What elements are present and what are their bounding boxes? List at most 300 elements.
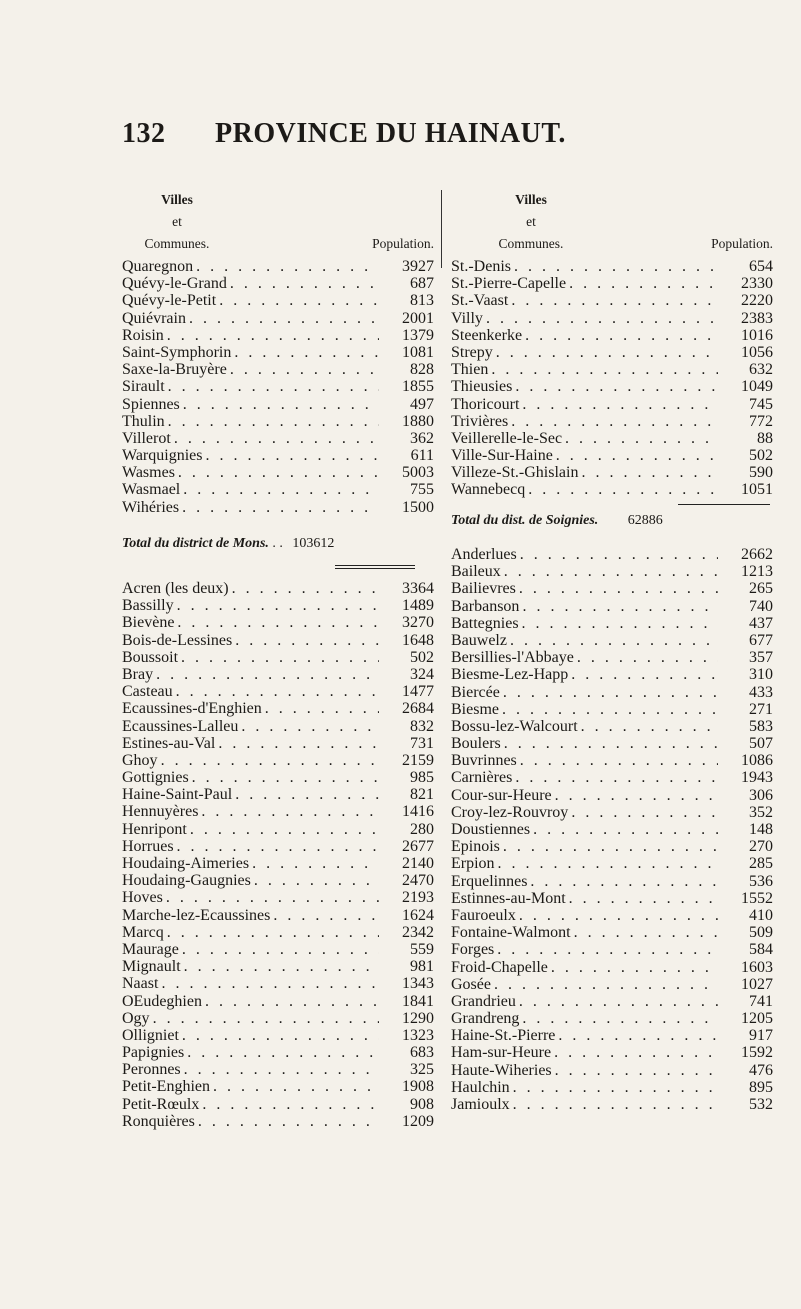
- leader-dots: [230, 361, 379, 378]
- commune-name: Saxe-la-Bruyère: [122, 361, 227, 379]
- commune-name: Trivières: [451, 412, 509, 430]
- population-value: 2684: [402, 700, 434, 718]
- commune-name: Fontaine-Walmont: [451, 924, 571, 942]
- population-value: 1016: [741, 326, 773, 344]
- leader-dots: [504, 735, 718, 752]
- leader-dots: [525, 327, 718, 344]
- commune-name: Bauwelz: [451, 631, 507, 649]
- leader-dots: [554, 1044, 718, 1061]
- leader-dots: [168, 378, 379, 395]
- list-item: [122, 580, 434, 597]
- list-item: [122, 1096, 434, 1113]
- population-value: 280: [410, 820, 434, 838]
- leader-dots: [515, 769, 718, 786]
- commune-name: Battegnies: [451, 614, 519, 632]
- leader-dots: [515, 378, 718, 395]
- commune-name: Biesme-Lez-Happ: [451, 666, 569, 684]
- list-item: [451, 413, 773, 430]
- population-value: 362: [410, 429, 434, 447]
- commune-name: Haine-Saint-Paul: [122, 786, 233, 804]
- leader-dots: [181, 649, 379, 666]
- header-communes: Communes.: [144, 236, 210, 251]
- commune-name: Boulers: [451, 735, 501, 753]
- commune-name: Bassilly: [122, 597, 174, 615]
- commune-name: Erquelinnes: [451, 872, 528, 890]
- list-item: [122, 838, 434, 855]
- commune-name: Acren (les deux): [122, 580, 229, 597]
- list-item: [451, 684, 773, 701]
- commune-name: Naast: [122, 975, 159, 993]
- population-value: 5003: [402, 464, 434, 482]
- commune-name: Ham-sur-Heure: [451, 1044, 552, 1062]
- leader-dots: [184, 958, 379, 975]
- population-value: 611: [410, 447, 434, 465]
- leader-dots: [184, 1061, 379, 1078]
- leader-dots: [522, 1010, 718, 1027]
- list-item: [122, 1078, 434, 1095]
- population-value: 1416: [402, 803, 434, 821]
- list-item: [122, 993, 434, 1010]
- leader-dots: [235, 786, 379, 803]
- list-item: [451, 855, 773, 872]
- population-value: 270: [749, 838, 773, 856]
- list-item: [451, 632, 773, 649]
- list-item: [122, 344, 434, 361]
- population-value: 1880: [402, 412, 434, 430]
- leader-dots: [201, 803, 379, 820]
- commune-name: Papignies: [122, 1044, 185, 1062]
- population-value: 1205: [741, 1010, 773, 1028]
- leader-dots: [577, 649, 718, 666]
- population-value: 985: [410, 769, 434, 787]
- population-value: 2220: [741, 292, 773, 310]
- list-item: [451, 993, 773, 1010]
- leader-dots: [556, 447, 718, 464]
- left-total: Total du district de Mons. . . 103612: [122, 536, 335, 551]
- list-item: [122, 464, 434, 481]
- list-item: [451, 821, 773, 838]
- commune-name: Marche-lez-Ecaussines: [122, 906, 271, 924]
- leader-dots: [241, 718, 379, 735]
- commune-name: Strepy: [451, 343, 493, 361]
- population-value: 584: [749, 941, 773, 959]
- list-item: [122, 924, 434, 941]
- leader-dots: [190, 821, 379, 838]
- population-value: 654: [749, 258, 773, 275]
- leader-dots: [192, 769, 379, 786]
- leader-dots: [555, 787, 718, 804]
- population-value: 271: [749, 700, 773, 718]
- right-list-soignies: [451, 258, 773, 499]
- list-item: [451, 701, 773, 718]
- commune-name: Ecaussines-Lalleu: [122, 717, 239, 735]
- leader-dots: [511, 413, 718, 430]
- population-value: 1943: [741, 769, 773, 787]
- leader-dots: [520, 546, 718, 563]
- leader-dots: [202, 1096, 379, 1113]
- commune-name: Quaregnon: [122, 258, 194, 275]
- population-value: 1489: [402, 597, 434, 615]
- list-item: [122, 718, 434, 735]
- right-total: [451, 513, 663, 529]
- population-value: 1500: [402, 498, 434, 516]
- population-value: 265: [749, 580, 773, 598]
- leader-dots: [182, 1027, 379, 1044]
- commune-name: Olligniet: [122, 1026, 179, 1044]
- list-item: [451, 976, 773, 993]
- population-value: 1624: [402, 906, 434, 924]
- population-value: 507: [749, 735, 773, 753]
- population-value: 590: [749, 464, 773, 482]
- commune-name: Wihéries: [122, 498, 180, 516]
- commune-name: Fauroeulx: [451, 906, 516, 924]
- leader-dots: [498, 855, 718, 872]
- leader-dots: [528, 481, 718, 498]
- commune-name: Gosée: [451, 975, 491, 993]
- leader-dots: [183, 481, 379, 498]
- list-item: [122, 700, 434, 717]
- population-value: 1086: [741, 752, 773, 770]
- left-total-value: 103612: [292, 536, 335, 551]
- right-sum-rule: [678, 504, 770, 505]
- list-item: [122, 975, 434, 992]
- commune-name: Grandreng: [451, 1010, 520, 1028]
- commune-name: Boussoit: [122, 648, 179, 666]
- list-item: [122, 666, 434, 683]
- population-value: 2677: [402, 837, 434, 855]
- list-item: [122, 275, 434, 292]
- list-item: [451, 361, 773, 378]
- commune-name: Thoricourt: [451, 395, 520, 413]
- list-item: [451, 327, 773, 344]
- commune-name: Haute-Wiheries: [451, 1061, 552, 1079]
- leader-dots: [519, 580, 718, 597]
- list-item: [451, 718, 773, 735]
- list-item: [122, 310, 434, 327]
- list-item: [122, 958, 434, 975]
- population-value: 325: [410, 1061, 434, 1079]
- commune-name: Carnières: [451, 769, 513, 787]
- population-value: 1379: [402, 326, 434, 344]
- leader-dots: [503, 838, 718, 855]
- header-et: et: [526, 214, 536, 229]
- commune-name: Froid-Chapelle: [451, 958, 548, 976]
- list-item: [122, 1113, 434, 1130]
- population-value: 917: [749, 1027, 773, 1045]
- leader-dots: [161, 752, 379, 769]
- leader-dots: [205, 993, 379, 1010]
- leader-dots: [569, 890, 718, 907]
- population-value: 324: [410, 665, 434, 683]
- population-value: 352: [749, 803, 773, 821]
- list-item: [122, 430, 434, 447]
- list-item: [122, 752, 434, 769]
- population-value: 437: [749, 614, 773, 632]
- commune-name: St.-Pierre-Capelle: [451, 275, 567, 293]
- commune-name: Bersillies-l'Abbaye: [451, 649, 574, 667]
- page-title: PROVINCE DU HAINAUT.: [215, 118, 566, 149]
- list-item: [451, 580, 773, 597]
- commune-name: Quévy-le-Grand: [122, 275, 227, 293]
- left-list-soignies: [122, 580, 434, 1130]
- population-value: 755: [410, 481, 434, 499]
- list-item: [451, 447, 773, 464]
- list-item: [451, 378, 773, 395]
- leader-dots: [174, 430, 379, 447]
- list-item: [451, 959, 773, 976]
- commune-name: Ronquières: [122, 1112, 195, 1130]
- leader-dots: [177, 597, 379, 614]
- population-value: 2662: [741, 546, 773, 563]
- population-value: 536: [749, 872, 773, 890]
- population-value: 502: [749, 447, 773, 465]
- leader-dots: [161, 975, 379, 992]
- list-item: [122, 597, 434, 614]
- leader-dots: [167, 327, 379, 344]
- leader-dots: [522, 615, 718, 632]
- commune-name: Bray: [122, 665, 154, 683]
- commune-name: Forges: [451, 941, 495, 959]
- population-value: 1290: [402, 1009, 434, 1027]
- leader-dots: [167, 924, 379, 941]
- commune-name: Haine-St.-Pierre: [451, 1027, 556, 1045]
- population-value: 1908: [402, 1078, 434, 1096]
- population-value: 677: [749, 631, 773, 649]
- leader-dots: [230, 275, 379, 292]
- commune-name: Hoves: [122, 889, 163, 907]
- population-value: 683: [410, 1044, 434, 1062]
- leader-dots: [176, 683, 379, 700]
- commune-name: Ville-Sur-Haine: [451, 447, 553, 465]
- commune-name: Peronnes: [122, 1061, 181, 1079]
- list-item: [122, 1027, 434, 1044]
- population-value: 2193: [402, 889, 434, 907]
- list-item: [122, 1044, 434, 1061]
- leader-dots: [581, 464, 718, 481]
- commune-name: Wasmes: [122, 464, 175, 482]
- list-item: [122, 941, 434, 958]
- leader-dots: [533, 821, 718, 838]
- population-value: 3270: [402, 614, 434, 632]
- list-item: [451, 396, 773, 413]
- population-value: 306: [749, 786, 773, 804]
- population-value: 88: [757, 429, 773, 447]
- list-item: [122, 821, 434, 838]
- leader-dots: [504, 563, 718, 580]
- list-item: [451, 258, 773, 275]
- population-value: 1323: [402, 1026, 434, 1044]
- page-number: 132: [122, 118, 166, 149]
- population-value: 532: [749, 1096, 773, 1113]
- commune-name: Petit-Enghien: [122, 1078, 210, 1096]
- leader-dots: [205, 447, 379, 464]
- leader-dots: [273, 907, 379, 924]
- population-value: 772: [749, 412, 773, 430]
- list-item: [451, 1027, 773, 1044]
- list-item: [122, 413, 434, 430]
- leader-dots: [511, 292, 718, 309]
- leader-dots: [252, 855, 379, 872]
- commune-name: OEudeghien: [122, 992, 202, 1010]
- list-item: [122, 447, 434, 464]
- population-value: 2001: [402, 309, 434, 327]
- population-value: 1603: [741, 958, 773, 976]
- list-item: [451, 292, 773, 309]
- population-value: 3927: [402, 258, 434, 275]
- list-item: [122, 499, 434, 516]
- commune-name: Roisin: [122, 326, 164, 344]
- commune-name: Horrues: [122, 837, 174, 855]
- list-item: [451, 769, 773, 786]
- leader-dots: [502, 701, 718, 718]
- population-value: 1213: [741, 563, 773, 581]
- commune-name: Bois-de-Lessines: [122, 631, 233, 649]
- list-item: [122, 481, 434, 498]
- list-item: [451, 481, 773, 498]
- list-item: [122, 1061, 434, 1078]
- population-value: 813: [410, 292, 434, 310]
- list-item: [451, 275, 773, 292]
- list-item: [122, 1010, 434, 1027]
- commune-name: Henripont: [122, 820, 187, 838]
- list-item: [451, 615, 773, 632]
- leader-dots: [571, 666, 718, 683]
- population-value: 1027: [741, 975, 773, 993]
- commune-name: Barbanson: [451, 597, 520, 615]
- commune-name: Epinois: [451, 838, 500, 856]
- population-value: 2383: [741, 309, 773, 327]
- population-value: 1051: [741, 481, 773, 499]
- population-value: 828: [410, 361, 434, 379]
- leader-dots: [555, 1062, 718, 1079]
- commune-name: Erpion: [451, 855, 495, 873]
- leader-dots: [156, 666, 379, 683]
- leader-dots: [189, 310, 379, 327]
- population-value: 509: [749, 924, 773, 942]
- commune-name: Mignault: [122, 958, 181, 976]
- leader-dots: [182, 499, 379, 516]
- leader-dots: [510, 632, 718, 649]
- population-value: 1343: [402, 975, 434, 993]
- list-item: [451, 344, 773, 361]
- commune-name: Wannebecq: [451, 481, 526, 499]
- list-item: [122, 803, 434, 820]
- leader-dots: [494, 976, 718, 993]
- list-item: [122, 786, 434, 803]
- commune-name: Sirault: [122, 378, 165, 396]
- right-list-charleroi: [451, 546, 773, 1113]
- commune-name: Quévy-le-Petit: [122, 292, 217, 310]
- leader-dots: [219, 292, 379, 309]
- leader-dots: [198, 1113, 379, 1130]
- population-value: 1056: [741, 343, 773, 361]
- commune-name: Bailievres: [451, 580, 516, 598]
- leader-dots: [551, 959, 718, 976]
- list-item: [122, 378, 434, 395]
- list-item: [122, 769, 434, 786]
- population-value: 740: [749, 597, 773, 615]
- list-item: [122, 292, 434, 309]
- population-value: 497: [410, 395, 434, 413]
- population-value: 410: [749, 906, 773, 924]
- commune-name: Bossu-lez-Walcourt: [451, 717, 578, 735]
- commune-name: Biercée: [451, 683, 500, 701]
- commune-name: St.-Vaast: [451, 292, 509, 310]
- commune-name: Baileux: [451, 563, 501, 581]
- leader-dots: [177, 838, 379, 855]
- list-item: [122, 396, 434, 413]
- population-value: 895: [749, 1078, 773, 1096]
- header-villes: Villes: [161, 192, 193, 207]
- population-value: 2330: [741, 275, 773, 293]
- population-value: 476: [749, 1061, 773, 1079]
- right-total-value: 62886: [627, 513, 663, 528]
- leader-dots: [178, 464, 379, 481]
- population-value: 1209: [402, 1112, 434, 1130]
- list-item: [451, 890, 773, 907]
- list-item: [451, 649, 773, 666]
- list-item: [122, 649, 434, 666]
- commune-name: Hennuyères: [122, 803, 199, 821]
- population-value: 559: [410, 940, 434, 958]
- commune-name: St.-Denis: [451, 258, 511, 275]
- leader-dots: [497, 941, 718, 958]
- commune-name: Thieusies: [451, 378, 513, 396]
- population-value: 2159: [402, 751, 434, 769]
- commune-name: Anderlues: [451, 546, 517, 563]
- list-item: [122, 889, 434, 906]
- population-value: 2342: [402, 923, 434, 941]
- list-item: [122, 327, 434, 344]
- population-value: 1081: [402, 343, 434, 361]
- commune-name: Thulin: [122, 412, 165, 430]
- commune-name: Marcq: [122, 923, 164, 941]
- header-population: Population.: [372, 236, 434, 251]
- list-item: [451, 752, 773, 769]
- leader-dots: [522, 396, 718, 413]
- commune-name: Thien: [451, 361, 489, 379]
- commune-name: Warquignies: [122, 447, 203, 465]
- commune-name: Buvrinnes: [451, 752, 517, 770]
- list-item: [451, 1010, 773, 1027]
- list-item: [122, 614, 434, 631]
- header-communes: Communes.: [498, 236, 564, 251]
- commune-name: Houdaing-Aimeries: [122, 855, 250, 872]
- leader-dots: [503, 684, 718, 701]
- population-value: 1592: [741, 1044, 773, 1062]
- leader-dots: [153, 1010, 379, 1027]
- header-population: Population.: [711, 236, 773, 251]
- left-total-label: Total du district de Mons.: [122, 536, 269, 551]
- leader-dots: [196, 258, 379, 275]
- commune-name: Houdaing-Gaugnies: [122, 872, 251, 890]
- commune-name: Villeze-St.-Ghislain: [451, 464, 579, 482]
- list-item: [451, 598, 773, 615]
- commune-name: Wasmael: [122, 481, 181, 499]
- leader-dots: [520, 752, 718, 769]
- leader-dots: [486, 310, 718, 327]
- commune-name: Gottignies: [122, 769, 189, 787]
- list-item: [451, 430, 773, 447]
- population-value: 3364: [402, 580, 434, 597]
- commune-name: Doustiennes: [451, 821, 531, 838]
- leader-dots: [571, 804, 718, 821]
- population-value: 908: [410, 1095, 434, 1113]
- list-item: [122, 258, 434, 275]
- commune-name: Villerot: [122, 429, 171, 447]
- list-item: [122, 907, 434, 924]
- population-value: 2470: [402, 872, 434, 890]
